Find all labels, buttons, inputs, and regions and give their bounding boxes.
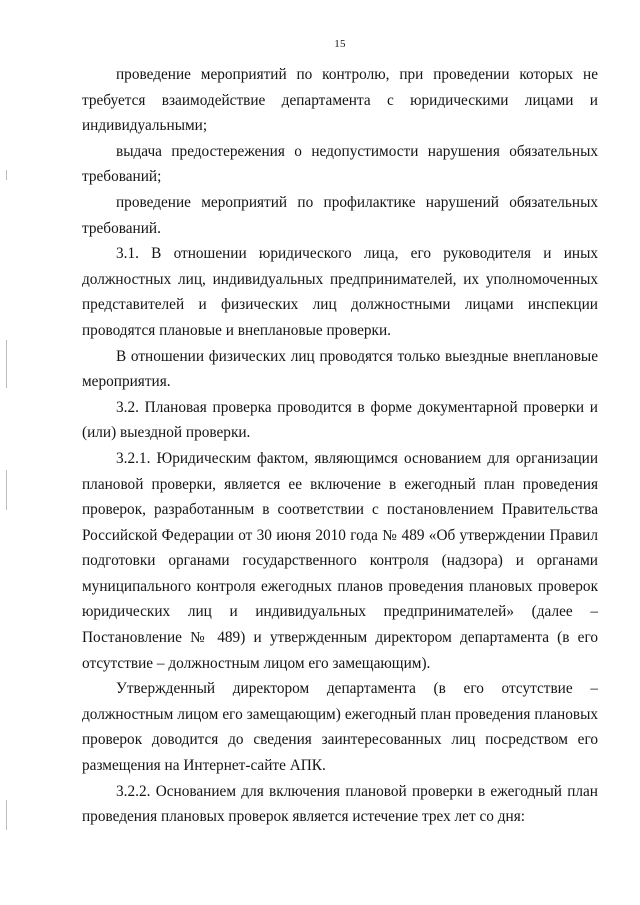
- scan-edge-marks: [6, 0, 8, 905]
- paragraph-3-2-1: 3.2.1. Юридическим фактом, являющимся основанием для организации плановой проверки, является ее включение в ежегодный план проведения проверок, разработанным в соответствии с постановлением Правительства Российской Федерации от 30 июня 2010 года № 489 «Об утверждении Правил подготовки органами государственного контроля (надзора) и органами муниципального контроля ежегодных планов проведения плановых проверок юридических лиц и индивидуальных предпринимателей» (далее – Постановление № 489) и утвержденным директором департамента (в его отсутствие – должностным лицом его замещающим).: [82, 449, 598, 672]
- paragraph-approved-plan: Утвержденный директором департамента (в его отсутствие – должностным лицом его замещающим) ежегодный план проведения плановых проверок доводится до сведения заинтересованных лиц посредством его размещения на Интернет-сайте АПК.: [82, 680, 598, 775]
- paragraph-control-measures: проведение мероприятий по контролю, при проведении которых не требуется взаимодействие департамента с юридическими лицами и индивидуальными;: [82, 66, 598, 135]
- page-number: 15: [334, 38, 346, 50]
- paragraph-warning: выдача предостережения о недопустимости нарушения обязательных требований;: [82, 142, 598, 186]
- paragraph-prevention: проведение мероприятий по профилактике нарушений обязательных требований.: [82, 193, 598, 237]
- paragraph-3-2: 3.2. Плановая проверка проводится в форме документарной проверки и (или) выездной проверки.: [82, 398, 598, 442]
- paragraph-individuals: В отношении физических лиц проводятся только выездные внеплановые мероприятия.: [82, 347, 598, 391]
- paragraph-3-1: 3.1. В отношении юридического лица, его руководителя и иных должностных лиц, индивидуальных предпринимателей, их уполномоченных представителей и физических лиц должностными лицами инспекции проводятся плановые и внеплановые проверки.: [82, 245, 598, 339]
- document-body: [82, 62, 598, 830]
- paragraph-3-2-2: 3.2.2. Основанием для включения плановой проверки в ежегодный план проведения плановых проверок является истечение трех лет со дня:: [82, 782, 598, 826]
